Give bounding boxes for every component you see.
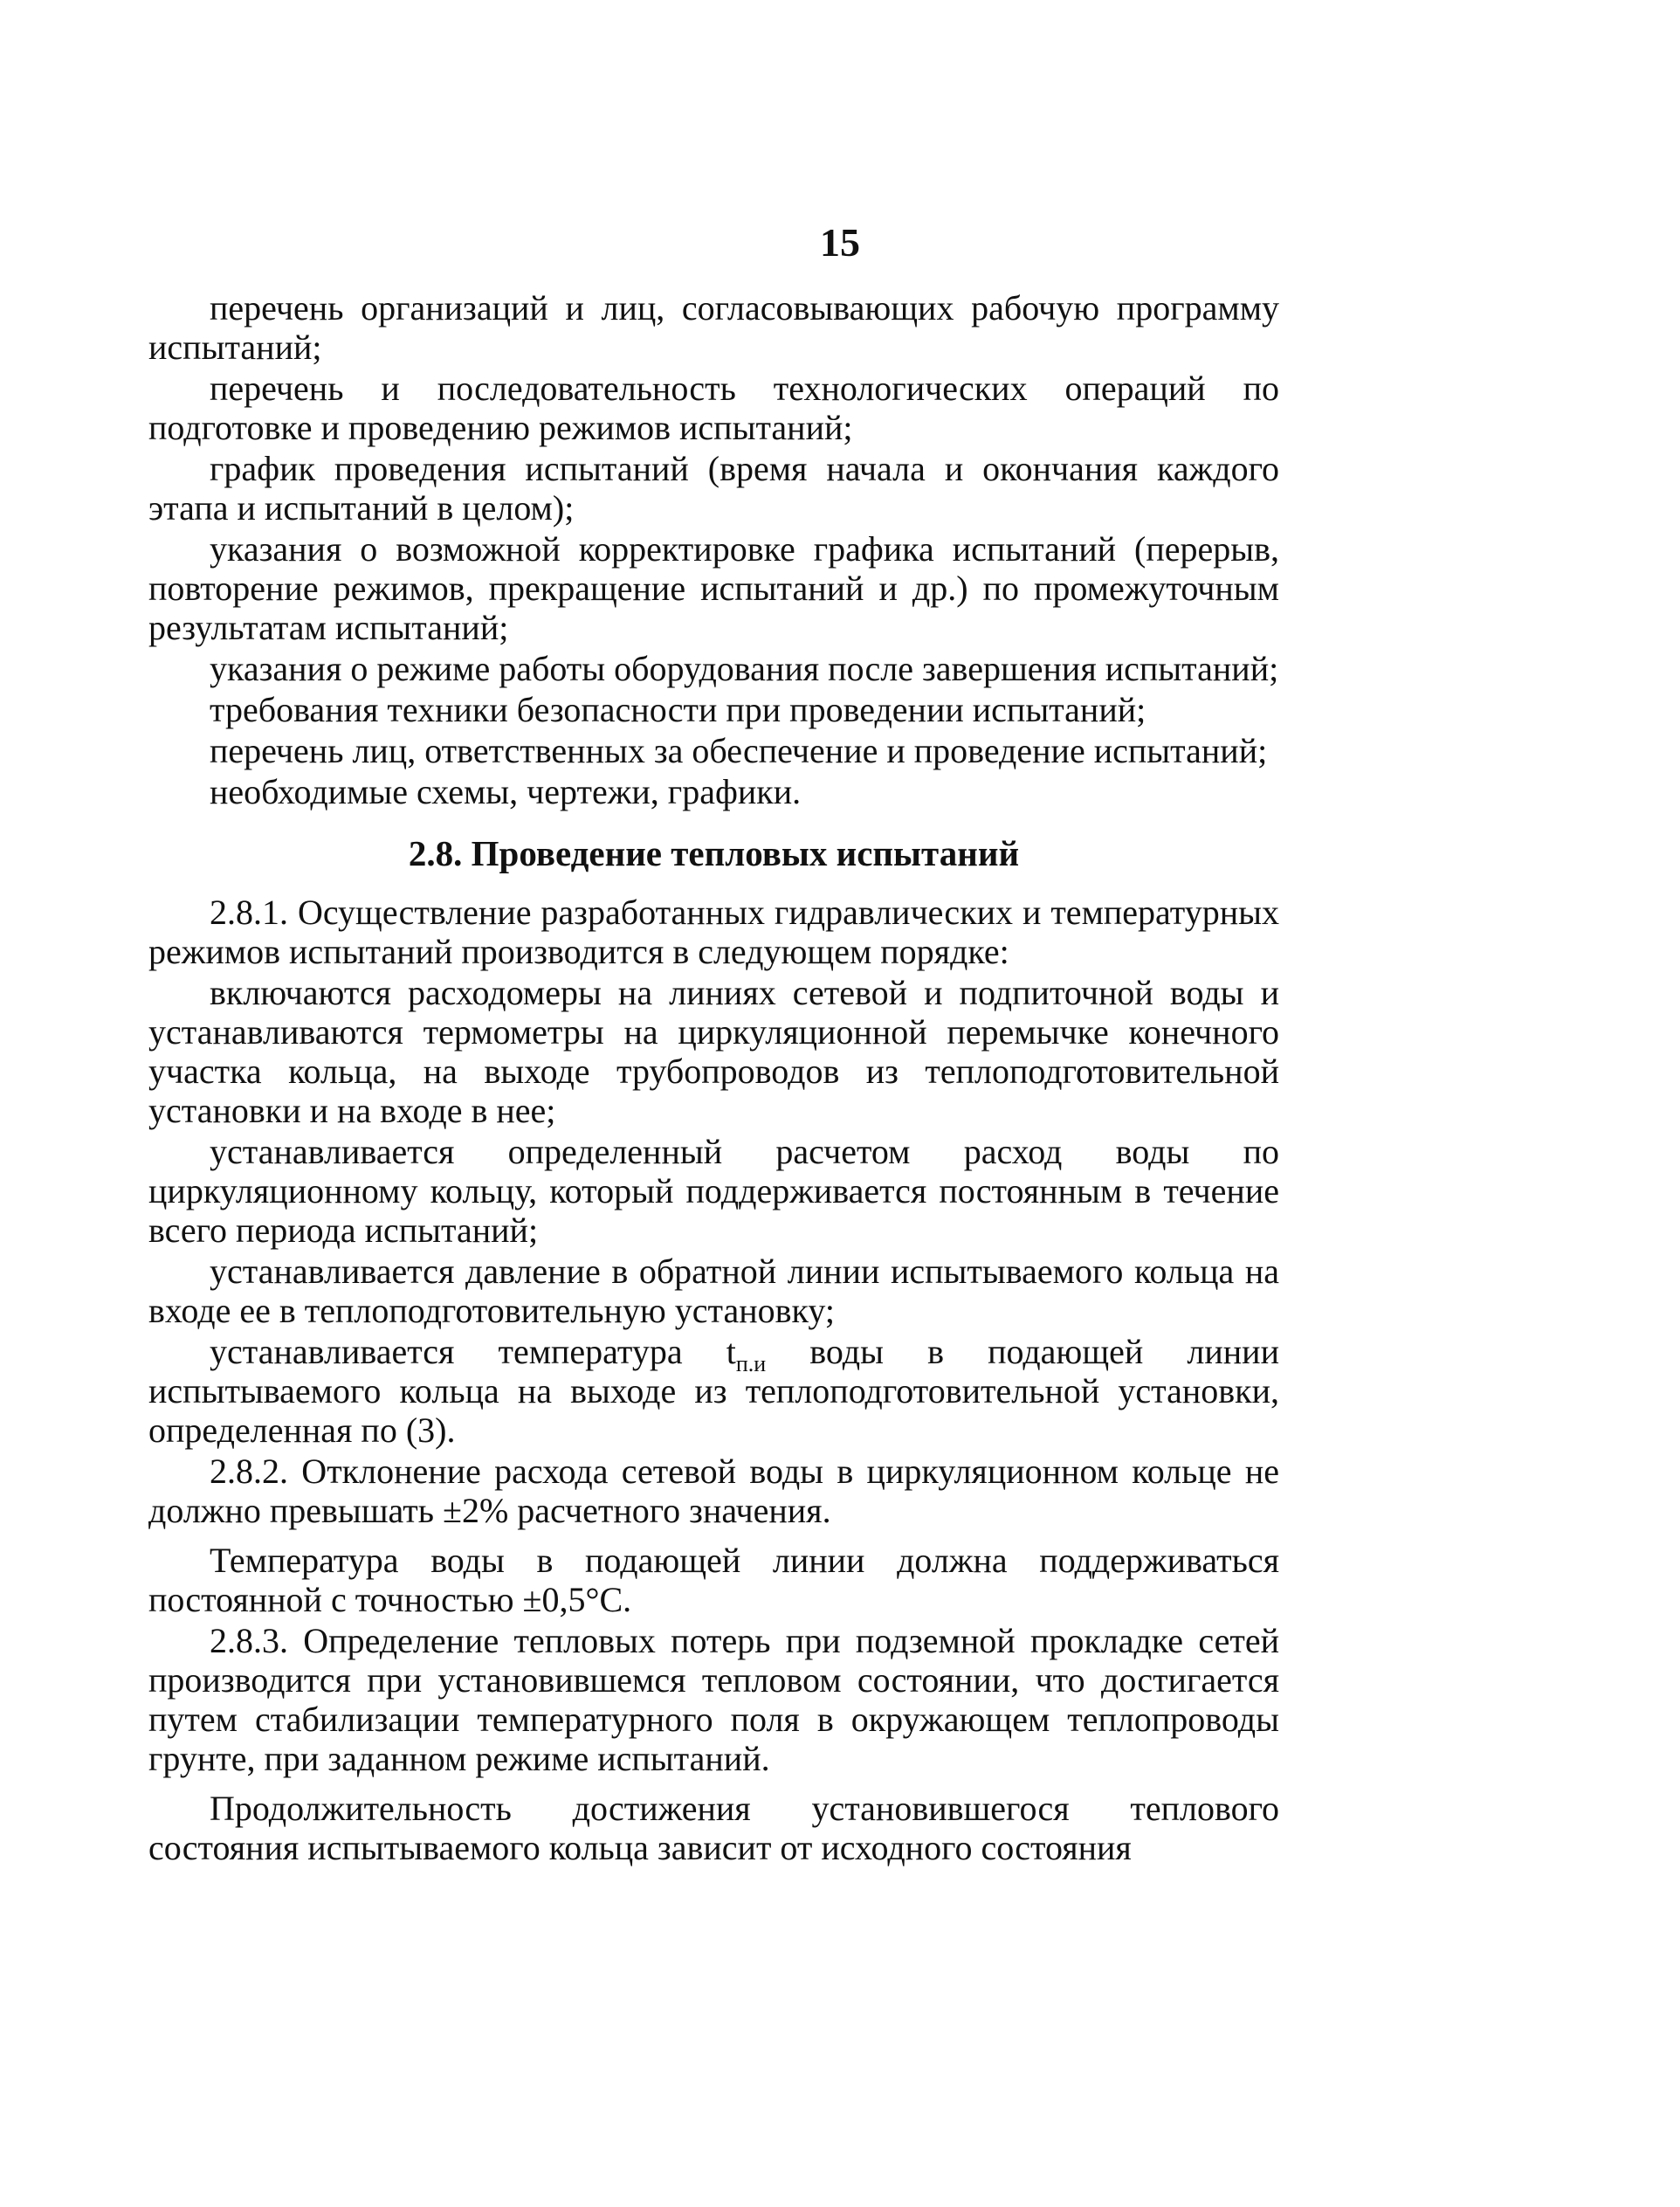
list-item: график проведения испытаний (время начала и окончания каждого этапа и испытаний в целом); [148,449,1279,528]
paragraph-duration: Продолжительность достижения установившегося теплового состояния испытываемого кольца зависит от исходного состояния [148,1789,1279,1867]
list-item: необходимые схемы, чертежи, графики. [210,772,802,811]
list-item: указания о режиме работы оборудования после завершения испытаний; [210,649,1279,688]
procedure-step: устанавливается определенный расчетом расход воды по циркуляционному кольцу, который поддерживается постоянным в течение всего периода испытаний; [148,1132,1279,1250]
list-item: перечень лиц, ответственных за обеспечение и проведение испытаний; [210,731,1268,770]
procedure-step: устанавливается давление в обратной линии испытываемого кольца на входе ее в теплоподготовительную установку; [148,1252,1279,1330]
list-item: перечень организаций и лиц, согласовывающих рабочую программу испытаний; [148,288,1279,367]
procedure-step-temperature [148,1332,1279,1450]
temp-step-text-end: воды в подающей линии испытываемого кольца на выходе из теплоподготовительной установки, определенная по (3). [148,1332,1279,1450]
page-number: 15 [820,220,860,265]
paragraph-temperature-accuracy: Температура воды в подающей линии должна поддерживаться постоянной с точностью ±0,5°С. [148,1541,1279,1619]
paragraph-2-8-3: 2.8.3. Определение тепловых потерь при подземной прокладке сетей производится при установившемся тепловом состоянии, что достигается путем стабилизации температурного поля в окружающем теплопроводы грунте, при заданном режиме испытаний. [148,1621,1279,1778]
paragraph-2-8-2: 2.8.2. Отклонение расхода сетевой воды в циркуляционном кольце не должно превышать ±2% расчетного значения. [148,1452,1279,1530]
temp-subscript: п.и [735,1351,767,1376]
paragraph-2-8-1: 2.8.1. Осуществление разработанных гидравлических и температурных режимов испытаний производится в следующем порядке: [148,893,1279,971]
list-item: указания о возможной корректировке графика испытаний (перерыв, повторение режимов, прекращение испытаний и др.) по промежуточным результатам испытаний; [148,529,1279,647]
page-body [148,288,1279,1867]
section-heading: 2.8. Проведение тепловых испытаний [408,833,1020,873]
temp-step-text-start: устанавливается температура t [210,1332,736,1371]
list-item: перечень и последовательность технологических операций по подготовке и проведению режимов испытаний; [148,369,1279,447]
list-item: требования техники безопасности при проведении испытаний; [210,690,1146,729]
procedure-step: включаются расходомеры на линиях сетевой и подпиточной воды и устанавливаются термометры на циркуляционной перемычке конечного участка кольца, на выходе трубопроводов из теплоподготовительной установки и на входе в нее; [148,973,1279,1130]
